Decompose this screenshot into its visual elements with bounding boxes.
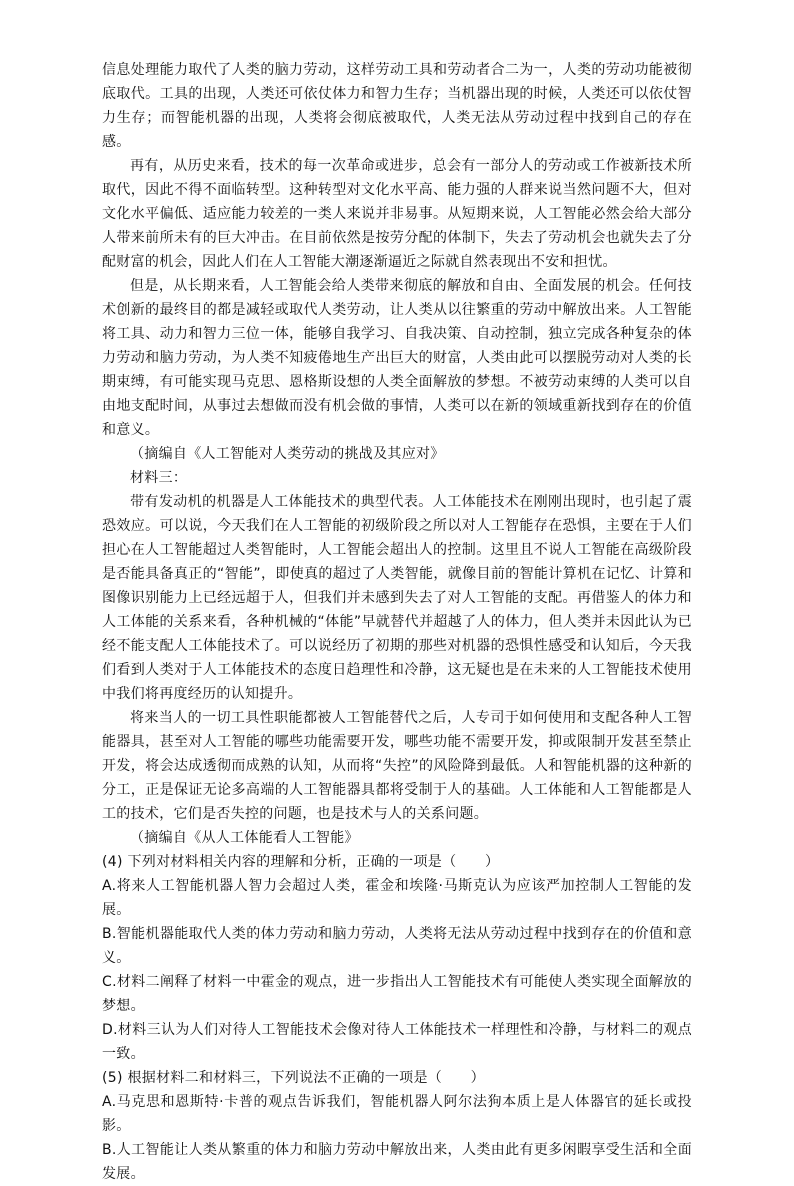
material-three-heading: 材料三： (130, 470, 188, 486)
paragraph-long-term: 但是，从长期来看，人工智能会给人类带来彻底的解放和自由、全面发展的机会。任何技术创新的最终目的都是减轻或取代人类劳动，让人类从以往繁重的劳动中解放出来。人工智能将工具、动力和智力三位一体，能够自我学习、自我决策、自动控制，独立完成各种复杂的体力劳动和脑力劳动，为人类不知疲倦地生产出巨大的财富，人类由此可以摆脱劳动对人类的长期束缚，有可能实现马克思、恩格斯设想的人类全面解放的梦想。不被劳动束缚的人类可以自由地支配时间，从事过去想做而没有机会做的事情，人类可以在新的领域重新找到存在的价值和意义。 (102, 278, 692, 438)
question-5-option-b: B.人工智能让人类从繁重的体力和脑力劳动中解放出来，人类由此有更多闲暇享受生活和全面发展。 (102, 1142, 692, 1182)
source-citation-three: （摘编自《从人工体能看人工智能》 (130, 830, 359, 846)
paragraph-future-division: 将来当人的一切工具性职能都被人工智能替代之后，人专司于如何使用和支配各种人工智能器具，甚至对人工智能的哪些功能需要开发，哪些功能不需要开发，抑或限制开发甚至禁止开发，将会达成透彻而成熟的认知，从而将“失控”的风险降到最低。人和智能机器的这种新的分工，正是保证无论多高端的人工智能器具都将受制于人的基础。人工体能和人工智能都是人工的技术，它们是否失控的问题，也是技术与人的关系问题。 (102, 710, 692, 822)
question-4-option-a: A.将来人工智能机器人智力会超过人类，霍金和埃隆·马斯克认为应该严加控制人工智能的发展。 (102, 878, 692, 918)
question-4-option-d: D.材料三认为人们对待人工智能技术会像对待人工体能技术一样理性和冷静，与材料二的观点一致。 (102, 1022, 692, 1062)
paragraph-artificial-physical: 带有发动机的机器是人工体能技术的典型代表。人工体能技术在刚刚出现时，也引起了震恐效应。可以说，今天我们在人工智能的初级阶段之所以对人工智能存在恐惧，主要在于人们担心在人工智能超过人类智能时，人工智能会超出人的控制。这里且不说人工智能在高级阶段是否能具备真正的“智能”，即使真的超过了人类智能，就像目前的智能计算机在记忆、计算和图像识别能力上已经远超于人，但我们并未感到失去了对人工智能的支配。再借鉴人的体力和人工体能的关系来看，各种机械的“体能”早就替代并超越了人的体力，但人类并未因此认为已经不能支配人工体能技术了。可以说经历了初期的那些对机器的恐惧性感受和认知后，今天我们看到人类对于人工体能技术的态度日趋理性和冷静，这无疑也是在未来的人工智能技术使用中我们将再度经历的认知提升。 (102, 494, 692, 702)
source-citation-two: （摘编自《人工智能对人类劳动的挑战及其应对》 (130, 446, 445, 462)
question-4-option-b: B.智能机器能取代人类的体力劳动和脑力劳动，人类将无法从劳动过程中找到存在的价值和意义。 (102, 926, 692, 966)
question-4-option-c: C.材料二阐释了材料一中霍金的观点，进一步指出人工智能技术有可能使人类实现全面解放的梦想。 (102, 974, 692, 1014)
question-5-stem: (5) 根据材料二和材料三，下列说法不正确的一项是（ ） (102, 1070, 485, 1086)
question-5-option-a: A.马克思和恩斯特·卡普的观点告诉我们，智能机器人阿尔法狗本质上是人体器官的延长或投影。 (102, 1094, 692, 1134)
paragraph-history: 再有，从历史来看，技术的每一次革命或进步，总会有一部分人的劳动或工作被新技术所取代，因此不得不面临转型。这种转型对文化水平高、能力强的人群来说当然问题不大，但对文化水平偏低、适应能力较差的一类人来说并非易事。从短期来说，人工智能必然会给大部分人带来前所未有的巨大冲击。在目前依然是按劳分配的体制下，失去了劳动机会也就失去了分配财富的机会，因此人们在人工智能大潮逐渐逼近之际就自然表现出不安和担忧。 (102, 158, 692, 270)
question-4-stem: (4) 下列对材料相关内容的理解和分析，正确的一项是（ ） (102, 854, 500, 870)
paragraph-material-two-end: 信息处理能力取代了人类的脑力劳动，这样劳动工具和劳动者合二为一，人类的劳动功能被彻底取代。工具的出现，人类还可依仗体力和智力生存；当机器出现的时候，人类还可以依仗智力生存；而智能机器的出现，人类将会彻底被取代，人类无法从劳动过程中找到自己的存在感。 (102, 62, 692, 150)
